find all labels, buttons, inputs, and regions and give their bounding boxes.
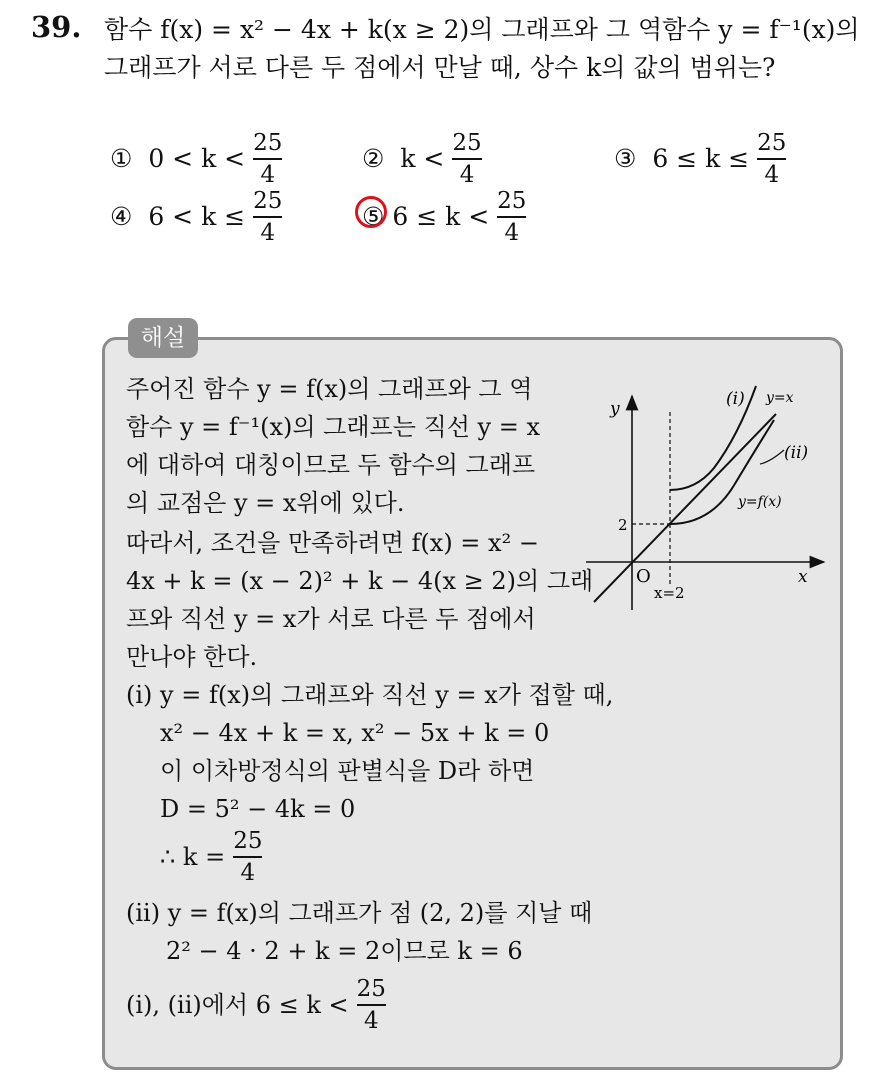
line-y-equals-x-label: y=x xyxy=(766,390,794,406)
fraction-numerator: 25 xyxy=(253,130,283,156)
fraction-denominator: 4 xyxy=(764,161,780,188)
option-5-text: 6 ≤ k < xyxy=(392,202,490,232)
option-5-mark: ⑤ xyxy=(362,202,385,232)
solution-line: 4x + k = (x − 2)² + k − 4(x ≥ 2)의 그래 xyxy=(126,567,594,595)
fraction-denominator: 4 xyxy=(240,859,256,886)
conclusion xyxy=(126,976,386,1034)
option-4[interactable] xyxy=(110,188,282,246)
fraction-numerator: 25 xyxy=(452,130,482,156)
fraction-numerator: 25 xyxy=(757,130,787,156)
option-5[interactable] xyxy=(362,188,526,246)
option-3-fraction xyxy=(757,130,786,188)
option-2-mark: ② xyxy=(362,144,385,174)
case-i-result-text: ∴ k = xyxy=(160,842,226,871)
option-1-text: 0 < k < xyxy=(148,144,246,174)
option-3[interactable] xyxy=(614,130,786,188)
conclusion-text: (i), (ii)에서 6 ≤ k < xyxy=(126,990,349,1019)
conclusion-fraction xyxy=(357,976,386,1034)
option-2-text: k < xyxy=(400,144,445,174)
option-2[interactable] xyxy=(362,130,482,188)
case-i-heading: (i) y = f(x)의 그래프와 직선 y = x가 접할 때, xyxy=(126,681,614,709)
option-1-fraction xyxy=(253,130,282,188)
fraction-numerator: 25 xyxy=(253,188,283,214)
option-4-text: 6 < k ≤ xyxy=(148,202,246,232)
curve-fx-label: y=f(x) xyxy=(738,494,782,510)
fraction-numerator: 25 xyxy=(356,976,386,1002)
question-line-2: 그래프가 서로 다른 두 점에서 만날 때, 상수 k의 값의 범위는? xyxy=(104,53,776,82)
question-line-1: 함수 f(x) = x² − 4x + k(x ≥ 2)의 그래프와 그 역함수 y = f⁻¹(x)의 xyxy=(104,15,860,44)
option-1-mark: ① xyxy=(110,144,133,174)
fraction-denominator: 4 xyxy=(260,219,276,246)
solution-line: 주어진 함수 y = f(x)의 그래프와 그 역 xyxy=(126,375,533,403)
tick-label-2: 2 xyxy=(618,516,628,534)
solution-line: 만나야 한다. xyxy=(126,643,258,671)
solution-line: 에 대하여 대칭이므로 두 함수의 그래프 xyxy=(126,451,536,479)
curve-ii-pointer xyxy=(760,450,784,464)
fraction-denominator: 4 xyxy=(363,1007,379,1034)
solution-line: 프와 직선 y = x가 서로 다른 두 점에서 xyxy=(126,605,536,633)
option-3-mark: ③ xyxy=(614,144,637,174)
option-3-text: 6 ≤ k ≤ xyxy=(652,144,750,174)
solution-tag: 해설 xyxy=(128,318,198,358)
option-4-mark: ④ xyxy=(110,202,133,232)
solution-line: 따라서, 조건을 만족하려면 f(x) = x² − xyxy=(126,529,539,557)
option-1[interactable] xyxy=(110,130,282,188)
case-i-result xyxy=(160,828,262,886)
fraction-denominator: 4 xyxy=(459,161,475,188)
fraction-numerator: 25 xyxy=(497,188,527,214)
case-ii-heading: (ii) y = f(x)의 그래프가 점 (2, 2)를 지날 때 xyxy=(126,899,593,927)
y-axis-label: y xyxy=(610,399,620,419)
answer-circle-mark xyxy=(355,196,387,228)
curve-ii-label: (ii) xyxy=(784,443,809,463)
fraction-numerator: 25 xyxy=(233,828,263,854)
case-i-discriminant: D = 5² − 4k = 0 xyxy=(160,795,356,823)
fraction-denominator: 4 xyxy=(260,161,276,188)
case-i-fraction xyxy=(233,828,262,886)
question-number: 39. xyxy=(31,10,82,44)
option-4-fraction xyxy=(253,188,282,246)
case-i-discriminant-text: 이 이차방정식의 판별식을 D라 하면 xyxy=(160,757,535,785)
solution-line: 함수 y = f⁻¹(x)의 그래프는 직선 y = x xyxy=(126,413,540,441)
case-i-equation: x² − 4x + k = x, x² − 5x + k = 0 xyxy=(160,719,550,747)
function-graph xyxy=(584,378,834,618)
option-5-fraction xyxy=(497,188,526,246)
x-equals-2-label: x=2 xyxy=(654,584,685,602)
origin-label: O xyxy=(636,566,651,587)
curve-i-label: (i) xyxy=(726,389,745,409)
option-2-fraction xyxy=(452,130,481,188)
fraction-denominator: 4 xyxy=(504,219,520,246)
solution-line: 의 교점은 y = x위에 있다. xyxy=(126,489,405,517)
case-ii-equation: 2² − 4 · 2 + k = 2이므로 k = 6 xyxy=(166,937,523,965)
x-axis-label: x xyxy=(798,567,808,587)
